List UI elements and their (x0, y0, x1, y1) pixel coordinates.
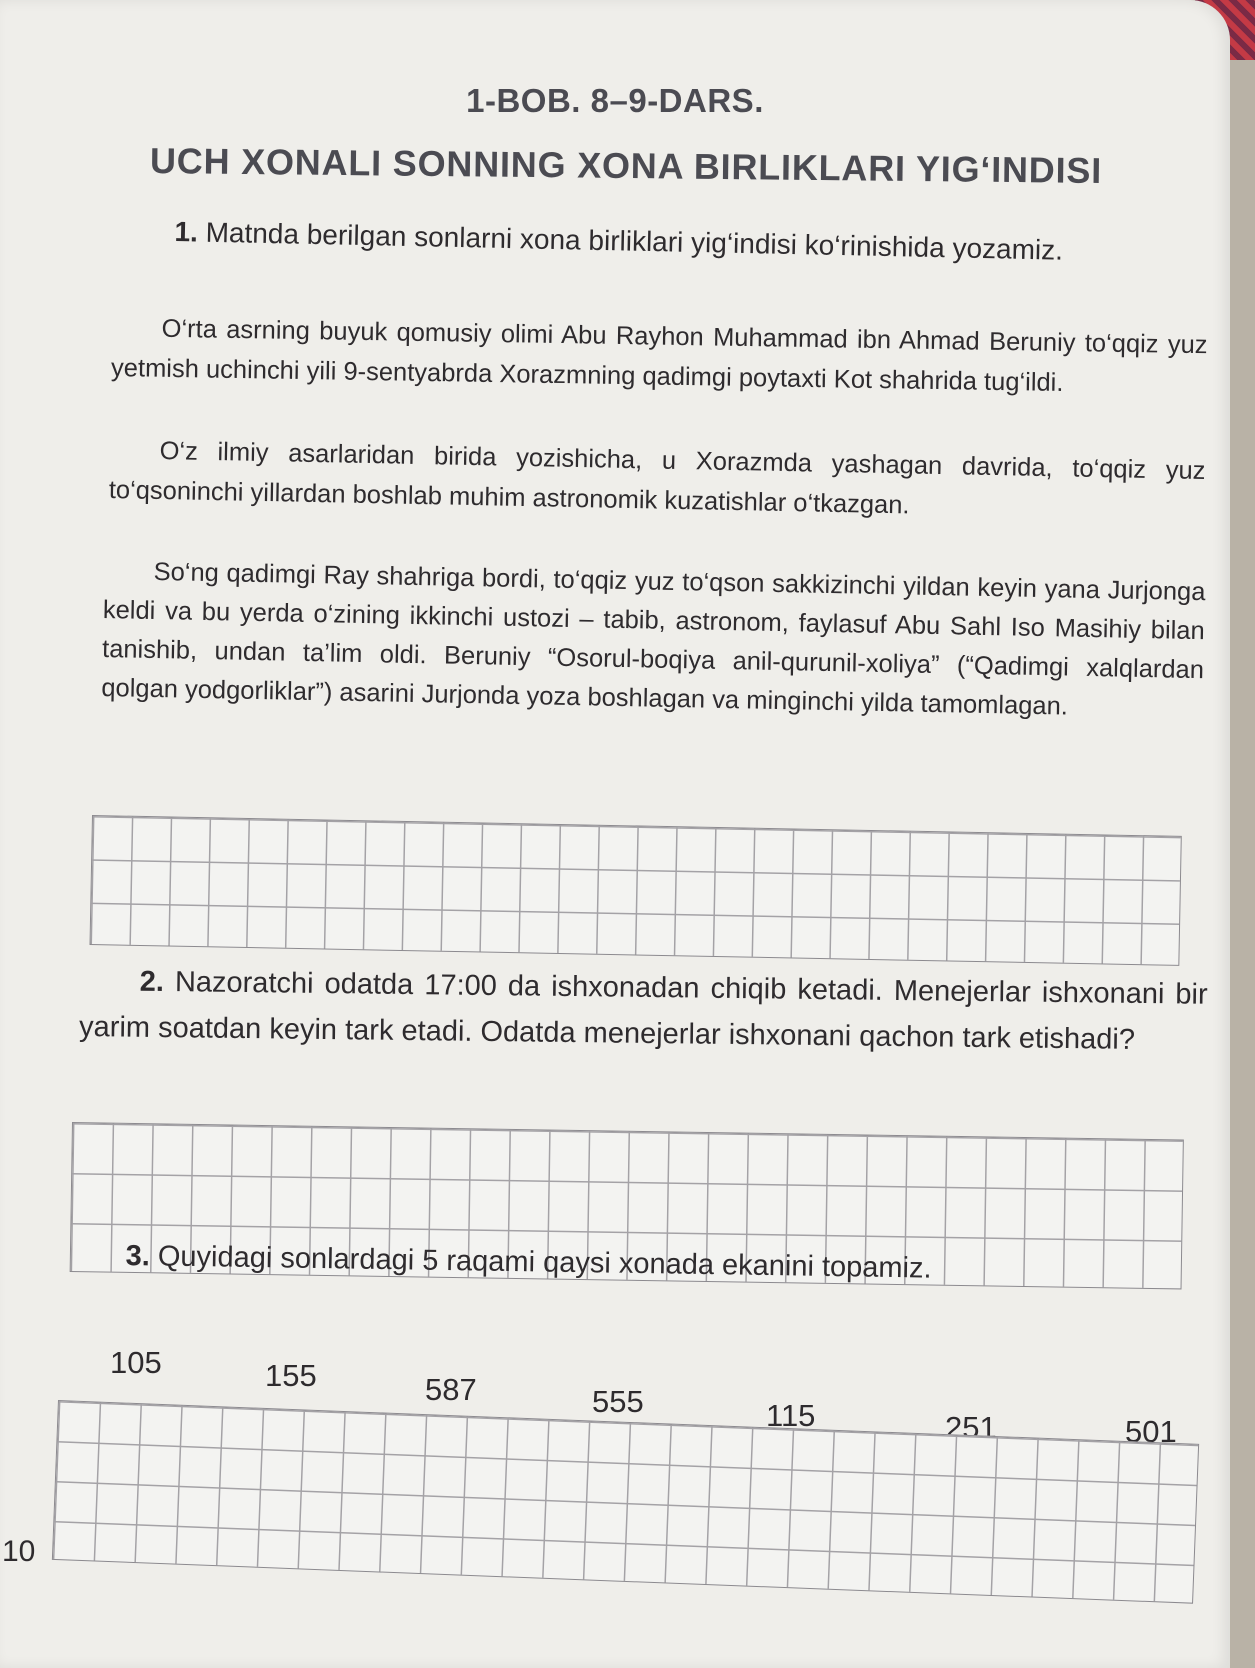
chapter-heading: 1-BOB. 8–9-DARS. (466, 82, 764, 119)
number-item: 155 (265, 1358, 317, 1393)
task-2-number: 2. (139, 965, 165, 999)
answer-grid-task-1[interactable] (90, 815, 1182, 966)
task-1 (124, 208, 1230, 277)
task-1-paragraph-1: O‘rta asrning buyuk qomusiy olimi Abu Rayhon Muhammad ibn Ahmad Beruniy to‘qqiz yuz yetmish uchinchi yili 9-sentyabrda Xorazmning qadimgi poytaxti Kot shahrida tug‘ildi. (110, 314, 1208, 397)
task-1-paragraph-2: O‘z ilmiy asarlaridan birida yozishicha, u Xorazmda yashagan davrida, to‘qqiz yuz to‘qsoninchi yillardan boshlab muhim astronomik kuzatishlar o‘tkazgan. (108, 436, 1206, 520)
number-item: 501 (1125, 1414, 1177, 1449)
lesson-title: UCH XONALI SONNING XONA BIRLIKLARI YIG‘INDISI (149, 140, 1103, 191)
task-1-paragraph-3: So‘ng qadimgi Ray shahriga bordi, to‘qqiz yuz to‘qson sakkizinchi yildan keyin yana Jurjonga keldi va bu yerda o‘zining ikkinchi ustozi – tabib, astronom, faylasuf Abu Sahl Iso Masihiy bilan tanishib, undan ta’lim oldi. Beruniy “Osorul-boqiya anil-qurunil-xoliya” (“Qadimgi xalqlardan qolgan yodgorliklar”) asarini Jurjonda yoza boshlagan va minginchi yilda tamomlagan. (101, 557, 1206, 721)
task-1-instruction: Matnda berilgan sonlarni xona birliklari yig‘indisi ko‘rinishida yozamiz. (205, 216, 1064, 266)
task-2-question: Nazoratchi odatda 17:00 da ishxonadan chiqib ketadi. Menejerlar ishxonani bir yarim soatdan keyin tark etadi. Odatda menejerlar ishxonani qachon tark etishadi? (78, 966, 1208, 1056)
number-item: 251 (945, 1410, 997, 1445)
number-item: 105 (110, 1345, 162, 1380)
task-3-instruction: Quyidagi sonlardagi 5 raqami qaysi xonada ekanini topamiz. (157, 1240, 932, 1285)
page-number: 10 (2, 1535, 36, 1568)
task-1-number: 1. (174, 216, 199, 248)
task-2 (79, 958, 1208, 1064)
number-item: 555 (592, 1384, 644, 1419)
number-item: 115 (766, 1398, 816, 1433)
task-3-number: 3. (125, 1239, 151, 1273)
number-item: 587 (425, 1372, 477, 1407)
answer-grid-task-3[interactable] (52, 1400, 1199, 1604)
